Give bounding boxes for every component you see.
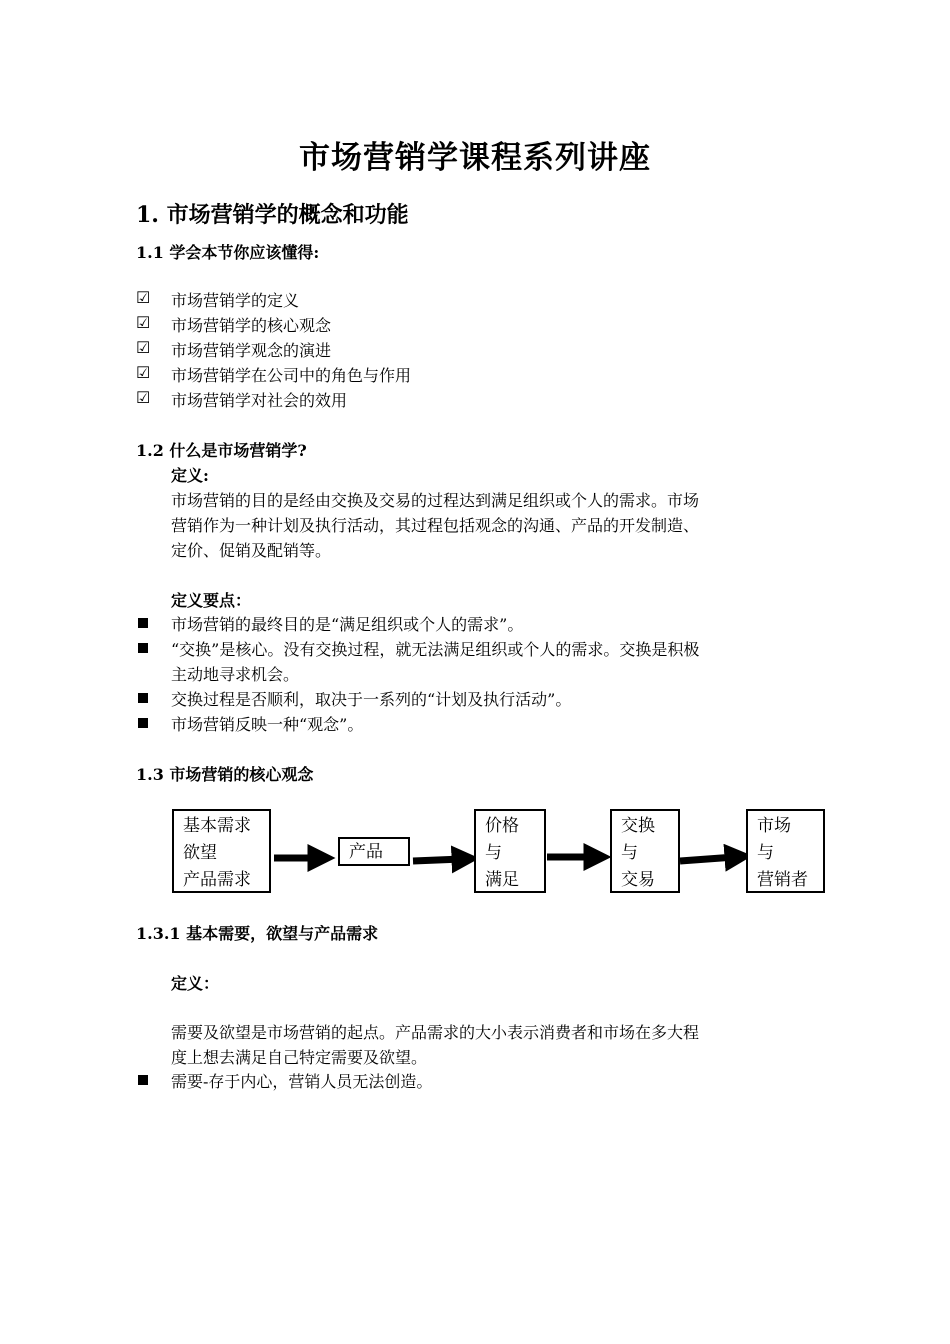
flow-box-line: 价格 — [485, 816, 519, 836]
definition-line: 营销作为一种计划及执行活动，其过程包括观念的沟通、产品的开发制造、 — [171, 516, 700, 535]
subsection-heading-1-3: 1.3 市场营销的核心观念 — [136, 765, 314, 784]
checked-box-icon: ☑ — [136, 313, 151, 332]
flow-box-line: 营销者 — [757, 870, 808, 890]
subsection-heading-1-3-1: 1.3.1 基本需要，欲望与产品需求 — [136, 924, 379, 943]
bullet-point-line: 交换过程是否顺利，取决于一系列的“计划及执行活动”。 — [171, 690, 572, 709]
bullet-point-line: “交换”是核心。没有交换过程，就无法满足组织或个人的需求。交换是积极 — [171, 640, 700, 659]
flow-box-line: 与 — [757, 843, 774, 863]
definition-label: 定义： — [171, 974, 220, 993]
bullet-point-line: 市场营销的最终目的是“满足组织或个人的需求”。 — [171, 615, 524, 634]
flow-box-market — [746, 809, 825, 893]
flow-box-price — [474, 809, 546, 893]
flow-box-line: 产品需求 — [183, 870, 251, 890]
square-bullet-icon — [138, 1075, 148, 1085]
checklist-item: 市场营销学在公司中的角色与作用 — [171, 366, 412, 385]
checked-box-icon: ☑ — [136, 363, 151, 382]
flow-box-line: 交换 — [621, 816, 655, 836]
checklist-item: 市场营销学的核心观念 — [171, 316, 332, 335]
flow-arrow — [413, 859, 462, 861]
flow-box-line: 满足 — [485, 870, 519, 890]
definition-line: 度上想去满足自己特定需要及欲望。 — [171, 1048, 428, 1067]
checked-box-icon: ☑ — [136, 388, 151, 407]
flow-box-line: 市场 — [757, 816, 791, 836]
flow-box-line: 欲望 — [183, 843, 217, 863]
flow-box-product — [338, 837, 410, 866]
flow-box-line: 与 — [485, 843, 502, 863]
section-heading-1: 1. 市场营销学的概念和功能 — [136, 202, 409, 228]
definition-label: 定义: — [171, 466, 209, 485]
definition-line: 市场营销的目的是经由交换及交易的过程达到满足组织或个人的需求。市场 — [171, 491, 700, 510]
flow-box-line: 与 — [621, 843, 638, 863]
definition-line: 需要及欲望是市场营销的起点。产品需求的大小表示消费者和市场在多大程 — [171, 1023, 700, 1042]
flow-box-line: 交易 — [621, 870, 655, 890]
bullet-point-line: 市场营销反映一种“观念”。 — [171, 715, 364, 734]
checked-box-icon: ☑ — [136, 338, 151, 357]
flow-box-line: 基本需求 — [183, 816, 251, 836]
subsection-heading-1-1: 1.1 学会本节你应该懂得: — [136, 243, 320, 262]
page-title: 市场营销学课程系列讲座 — [299, 140, 651, 176]
definition-line: 定价、促销及配销等。 — [171, 541, 332, 560]
bullet-point-line: 需要-存于内心，营销人员无法创造。 — [171, 1072, 433, 1091]
bullet-point-line: 主动地寻求机会。 — [171, 665, 300, 684]
flow-arrow — [680, 857, 735, 861]
checklist-item: 市场营销学观念的演进 — [171, 341, 332, 360]
flow-box-needs — [172, 809, 271, 893]
flow-box-line: 产品 — [349, 842, 383, 862]
flow-box-exchange — [610, 809, 680, 893]
definition-points-label: 定义要点： — [171, 591, 252, 610]
checklist-item: 市场营销学的定义 — [171, 291, 300, 310]
checked-box-icon: ☑ — [136, 288, 151, 307]
subsection-heading-1-2: 1.2 什么是市场营销学? — [136, 441, 307, 460]
checklist-item: 市场营销学对社会的效用 — [171, 391, 348, 410]
